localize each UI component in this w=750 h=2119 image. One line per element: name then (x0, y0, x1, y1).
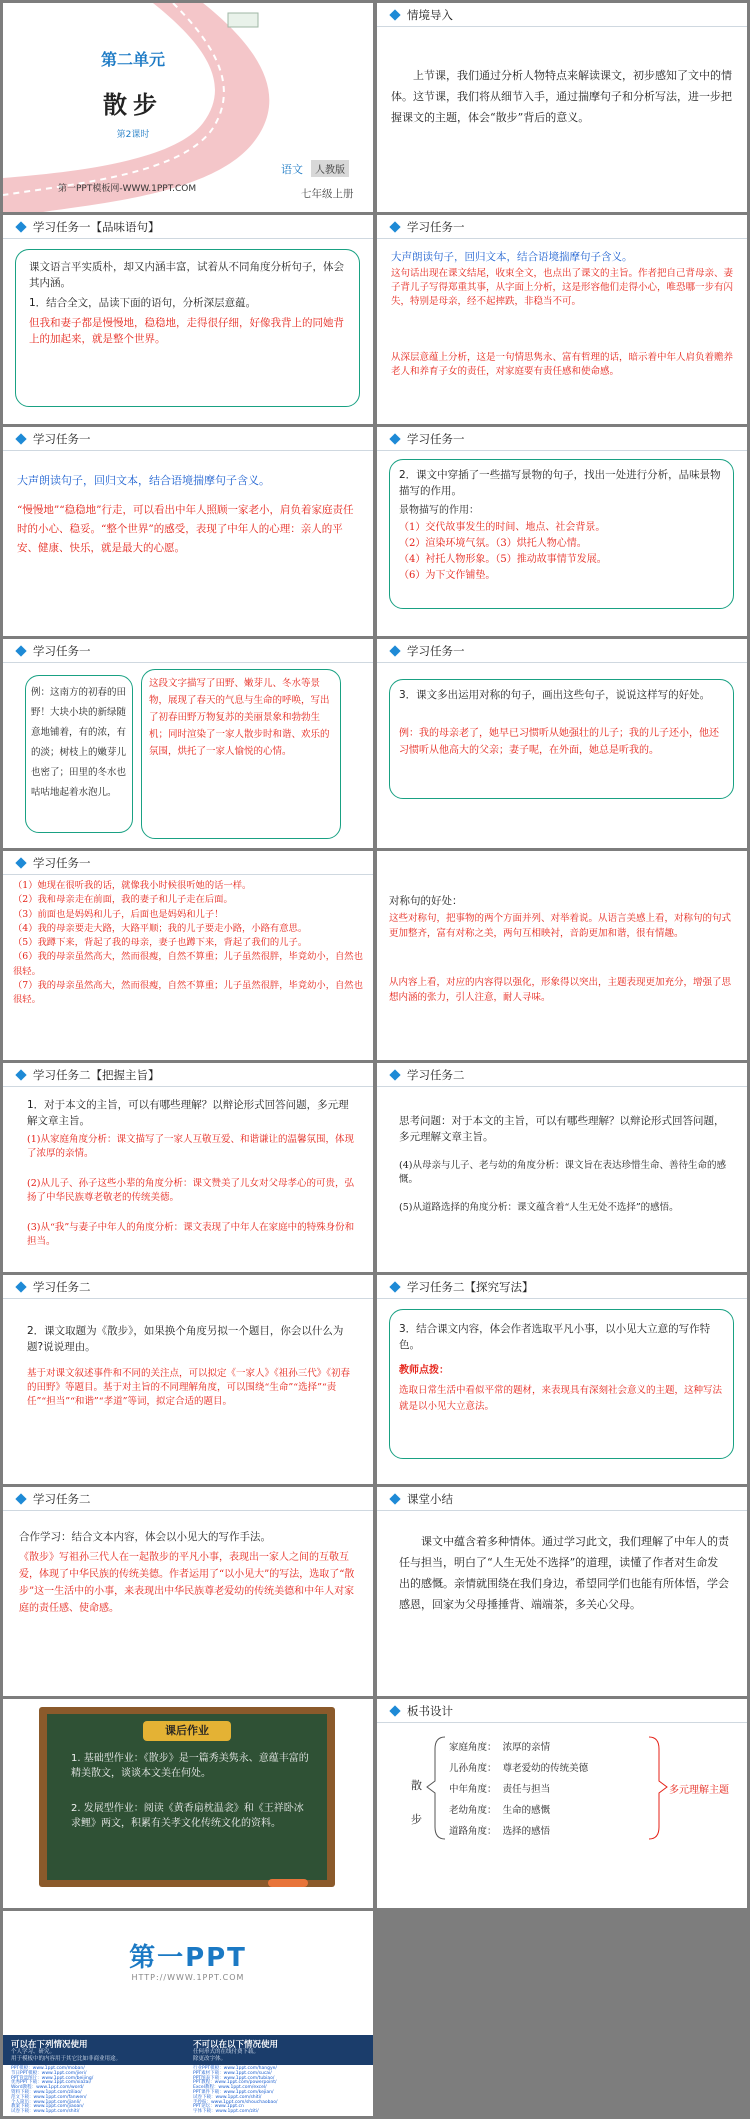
slide-task1-a (3, 215, 373, 424)
slide-task1-g (3, 851, 373, 1060)
slide-task2-b (377, 1063, 747, 1272)
slide-head: 学习任务二【把握主旨】 (33, 1068, 160, 1082)
slide-task2-c (3, 1275, 373, 1484)
diamond-icon (15, 433, 26, 444)
slide-head: 学习任务一 (33, 856, 91, 870)
row-angle: 儿孙角度： (449, 1763, 497, 1774)
logo-url: HTTP://WWW.1PPT.COM (131, 1973, 245, 1982)
period-label: 第2课时 (116, 130, 150, 140)
link[interactable]: 教案下载：www.1ppt.com/jiaoan/ (11, 2104, 84, 2110)
row-angle: 道路角度： (449, 1826, 497, 1837)
link[interactable]: 个人简历：www.1ppt.com/jianli/ (11, 2099, 81, 2105)
row-angle: 中年角度： (449, 1784, 497, 1795)
chalk-icon (268, 1879, 308, 1887)
link[interactable]: PPT背景图片：www.1ppt.com/beijing/ (11, 2075, 94, 2081)
diamond-icon (389, 1493, 400, 1504)
grade-label: 七年级上册 (301, 188, 354, 200)
link[interactable]: 优秀PPT下载：www.1ppt.com/xiazai/ (11, 2080, 92, 2086)
benefit-content: 从内容上看，对应的内容得以强化，形象得以突出，主题表现更加充分，增强了思想内涵的张力，引人注意，耐人寻味。 (389, 977, 732, 1003)
diamond-icon (389, 645, 400, 656)
question: 2．课文中穿插了一些描写景物的句子，找出一处进行分析，品味景物描写的作用。 (399, 469, 721, 497)
slide-task1-f (377, 639, 747, 848)
slide-head: 学习任务二 (33, 1492, 91, 1506)
slide-head: 板书设计 (407, 1704, 453, 1718)
question: 3．结合课文内容，体会作者选取平凡小事，以小见大立意的写作特色。 (399, 1323, 711, 1351)
slide-head: 学习任务一 (407, 220, 465, 234)
link[interactable]: PPT模板：www.1ppt.com/moban/ (11, 2066, 85, 2071)
slide-head: 学习任务二【探究写法】 (407, 1280, 534, 1294)
slide-head: 学习任务一 (33, 432, 91, 446)
note: 个人学习、研究。 (11, 2049, 56, 2055)
sentence-item: （6）我的母亲虽然高大，然而很瘦，自然不算重；儿子虽然很胖，毕竟幼小，自然也很轻。 (13, 951, 363, 977)
diamond-icon (389, 221, 400, 232)
diamond-icon (15, 645, 26, 656)
slide-head: 学习任务一 (407, 644, 465, 658)
links-left (11, 2067, 186, 2115)
slide-summary (377, 1487, 747, 1696)
diamond-icon (389, 1069, 400, 1080)
slide-head: 学习任务二 (407, 1068, 465, 1082)
effect-item: （4）衬托人物形象。（5）推动故事情节发展。 (399, 554, 607, 565)
slide-homework (3, 1699, 373, 1908)
benefit-title: 对称句的好处： (389, 895, 463, 907)
intro-paragraph: 课文语言平实质朴，却又内涵丰富，试着从不同角度分析句子，体会其内涵。 (29, 261, 344, 289)
note: 除更改字体。 (193, 2056, 227, 2062)
lesson-title: 散步 (103, 90, 163, 119)
question: 1．结合全文，品读下面的语句，分析深层意蕴。 (29, 297, 257, 309)
link[interactable]: 试卷下载：www.1ppt.com/shiti/ (193, 2094, 262, 2100)
summary-text: 课文中蕴含着多种情体。通过学习此文，我们理解了中年人的责任与担当，明白了“人生无处不选择”的道理，读懂了作者对生命发出的感慨。亲情就围绕在我们身边，希望同学们也能有所体悟，学会感恩，回家为父母捶捶背、端端茶，多关心父母。 (399, 1535, 729, 1611)
board-row (449, 1821, 588, 1842)
link[interactable]: PPT教程：www.1ppt.com/powerpoint/ (193, 2080, 277, 2086)
slide-head: 情境导入 (407, 8, 453, 22)
effect-list (399, 520, 733, 584)
diamond-icon (389, 433, 400, 444)
question: 2．课文取题为《散步》，如果换个角度另拟一个题目，你会以什么为题?说说理由。 (27, 1325, 344, 1353)
link[interactable]: PPT课件下载：www.1ppt.com/kejian/ (193, 2089, 274, 2095)
answer-4: (4)从母亲与儿子、老与幼的角度分析：课文旨在表达珍惜生命、善待生命的感慨。 (399, 1160, 726, 1185)
link[interactable]: 行业PPT模板：www.1ppt.com/hangye/ (193, 2066, 277, 2071)
answer-1: (1)从家庭角度分析：课文描写了一家人互敬互爱、和谐谦让的温馨氛围，体现了浓厚的亲情。 (27, 1134, 354, 1159)
sentence-item: （4）我的母亲要走大路，大路平顺；我的儿子要走小路，小路有意思。 (13, 922, 308, 934)
question: 合作学习：结合文本内容，体会以小见大的写作手法。 (19, 1531, 271, 1543)
effect-item: （6）为下文作铺垫。 (399, 570, 496, 581)
slide-task1-b (377, 215, 747, 424)
answer-2: (2)从儿子、孙子这些小辈的角度分析：课文赞美了儿女对父母孝心的可贵，弘扬了中华民族尊老敬老的传统美德。 (27, 1178, 354, 1203)
link[interactable]: 范文下载：www.1ppt.com/fanwen/ (11, 2094, 87, 2100)
diamond-icon (15, 1493, 26, 1504)
sentence-list (13, 879, 363, 1008)
diamond-icon (15, 857, 26, 868)
row-angle: 家庭角度： (449, 1742, 497, 1753)
row-theme: 生命的感慨 (502, 1805, 551, 1816)
effect-title: 景物描写的作用： (399, 505, 479, 516)
allowed-title: 可以在下列情况使用 (11, 2040, 88, 2050)
board-row (449, 1779, 588, 1800)
unit-label: 第二单元 (100, 50, 165, 69)
slide-task2-a (3, 1063, 373, 1272)
slide-head: 学习任务二 (33, 1280, 91, 1294)
row-theme: 责任与担当 (502, 1784, 551, 1795)
intro-text: 上节课，我们通过分析人物特点来解读课文，初步感知了文中的情体。这节课，我们将从细节入手，通过揣摩句子和分析写法，进一步把握课文的主题，体会“散步”背后的意义。 (391, 69, 732, 124)
row-angle: 老幼角度： (449, 1805, 497, 1816)
slide-task2-d (377, 1275, 747, 1484)
diamond-icon (15, 1069, 26, 1080)
slide-task1-e (3, 639, 373, 848)
allowed-notes (11, 2049, 121, 2063)
answer: 《散步》写祖孙三代人在一起散步的平凡小事，表现出一家人之间的互敬互爱，体现了中华民族的传统美德。作者运用了“以小见大”的写法，选取了“散步”这一生活中的小事，来表现出中华民族尊老爱幼的传统美德和中年人对家庭的责任感、使命感。 (19, 1552, 355, 1614)
example-text: 例：这南方的初春的田野！大块小块的新绿随意地铺着，有的浓，有的淡；树枝上的嫩芽儿也密了；田里的冬水也咕咕地起着水泡儿。 (31, 687, 127, 798)
sentence-item: （5）我蹲下来，背起了我的母亲，妻子也蹲下来，背起了我们的儿子。 (13, 937, 308, 949)
analysis-1: 这句话出现在课文结尾，收束全文，也点出了课文的主旨。作者把自己背母亲、妻子背儿子写得郑重其事，从字面上分析，这是形容他们走得小心，唯恐哪一步有闪失，特别是母亲，经不起摔跌，非稳当不可。 (391, 268, 734, 307)
slide-ending (3, 1911, 373, 2116)
forbidden-title: 不可以在以下情况使用 (193, 2040, 279, 2050)
link[interactable]: 手抄报：www.1ppt.com/shouchaobao/ (193, 2099, 278, 2105)
slide-task2-e (3, 1487, 373, 1696)
row-theme: 浓厚的亲情 (502, 1742, 551, 1753)
question: 思考问题：对于本文的主旨，可以有哪些理解？以辩论形式回答问题，多元理解文章主旨。 (399, 1115, 725, 1143)
slide-intro (377, 3, 747, 212)
row-theme: 尊老爱幼的传统美德 (502, 1763, 589, 1774)
board-row (449, 1800, 588, 1821)
link[interactable]: PPT论坛：www.1ppt.cn (193, 2104, 244, 2110)
sentence-item: （1）她现在很听我的话，就像我小时候很听她的话一样。 (13, 880, 252, 891)
note: 任何形式的在线付费下载。 (193, 2049, 260, 2055)
tip-text: 选取日常生活中看似平常的题材，来表现具有深刻社会意义的主题，这种写法就是以小见大立意法。 (399, 1385, 723, 1412)
slide-symmetry-benefits (377, 851, 747, 1060)
answer: 基于对课文叙述事件和不同的关注点，可以拟定《一家人》《祖孙三代》《初春的田野》等题目。基于对主旨的不同理解角度，可以围绕“生命”“选择”“责任”“担当”“和谐”“孝道”等词，拟定合适的题目。 (27, 1368, 351, 1407)
board-row (449, 1737, 588, 1758)
instruction: 大声朗读句子，回归文本，结合语境揣摩句子含义。 (17, 474, 270, 487)
diamond-icon (389, 1281, 400, 1292)
subject-label: 语文 (281, 163, 303, 176)
link[interactable]: PPT图表下载：www.1ppt.com/tubiao/ (193, 2075, 275, 2081)
link[interactable]: Excel教程：www.1ppt.com/excel/ (193, 2085, 267, 2091)
homework-item-2: 2. 发展型作业：阅读《黄香扇枕温衾》和《王祥卧冰求鲤》两文，积累有关孝文化传统文化的资料。 (71, 1803, 304, 1829)
answer-3: (3)从“我”与妻子中年人的角度分析：课文表现了中年人在家庭中的特殊身份和担当。 (27, 1222, 355, 1247)
analysis-2: 从深层意蕴上分析，这是一句情思隽永、富有哲理的话，暗示着中年人肩负着赡养老人和养育子女的责任，对家庭要有责任感和使命感。 (391, 352, 734, 377)
link[interactable]: PPT素材下载：www.1ppt.com/sucai/ (193, 2070, 272, 2076)
link[interactable]: Word教程：www.1ppt.com/word/ (11, 2085, 84, 2091)
link[interactable]: 节日PPT模板：www.1ppt.com/jieri/ (11, 2070, 87, 2076)
answer-5: (5)从道路选择的角度分析：课文蕴含着“人生无处不选择”的感悟。 (399, 1202, 679, 1213)
diamond-icon (15, 221, 26, 232)
edition-badge: 人教版 (311, 160, 349, 177)
links-right (193, 2067, 368, 2115)
slide-head: 学习任务一【品味语句】 (33, 220, 160, 234)
logo: 第一PPT (129, 1943, 247, 1973)
diamond-icon (389, 9, 400, 20)
slide-head: 课堂小结 (407, 1492, 453, 1506)
note: 用于模板中的内容用于其它比如非商业用途。 (11, 2056, 122, 2062)
sentence-item: （2）我和母亲走在前面，我的妻子和儿子走在后面。 (13, 894, 233, 906)
question: 3．课文多出运用对称的句子，画出这些句子，说说这样写的好处。 (399, 689, 711, 701)
slide-board-design (377, 1699, 747, 1908)
link[interactable]: 字体下载：www.1ppt.com/ziti/ (193, 2109, 259, 2115)
homework-item-1: 1. 基础型作业：《散步》是一篇秀美隽永、意蕴丰富的精美散文，谈谈本文美在何处。 (71, 1753, 309, 1779)
slide-head: 学习任务一 (407, 432, 465, 446)
slide-task1-d (377, 427, 747, 636)
homework-title: 课后作业 (143, 1721, 231, 1741)
tip-label: 教师点拨： (399, 1365, 449, 1376)
link[interactable]: 资料下载：www.1ppt.com/ziliao/ (11, 2089, 82, 2095)
board-side-label: 多元理解主题 (669, 1785, 729, 1796)
analysis-text: 这段文字描写了田野、嫩芽儿、冬水等景物，展现了春天的气息与生命的呼唤，写出了初春田野万物复苏的美丽景象和勃勃生机；同时渲染了一家人散步时和谐、欢乐的氛围，烘托了一家人愉悦的心情。 (149, 678, 330, 757)
link[interactable]: 试卷下载：www.1ppt.com/shiti/ (11, 2109, 80, 2115)
question: 1．对于本文的主旨，可以有哪些理解？以辩论形式回答问题，多元理解文章主旨。 (27, 1099, 349, 1127)
effect-item: （1）交代故事发生的时间、地点、社会背景。 (399, 522, 606, 533)
effect-item: （2）渲染环境气氛。（3）烘托人物心情。 (399, 538, 587, 549)
row-theme: 选择的感悟 (502, 1826, 551, 1837)
forbidden-notes (193, 2049, 259, 2063)
instruction: 大声朗读句子，回归文本，结合语境揣摩句子含义。 (391, 251, 633, 263)
analysis: “慢慢地”“稳稳地”行走，可以看出中年人照顾一家老小，肩负着家庭责任时的小心、稳妥。“整个世界”的感受，表现了中年人的心理：亲人的平安、健康、快乐，就是最大的心愿。 (17, 504, 354, 554)
quoted-sentence: 但我和妻子都是慢慢地，稳稳地，走得很仔细，好像我背上的同她背上的加起来，就是整个世界。 (29, 317, 344, 345)
diamond-icon (15, 1281, 26, 1292)
slide-title (3, 3, 373, 212)
benefit-form: 这些对称句，把事物的两个方面并列、对举着说。从语言美感上看，对称句的句式更加整齐，富有对称之美，两句互相映衬，音韵更加和谐，很有情趣。 (389, 913, 732, 939)
sentence-item: （3）前面也是妈妈和儿子，后面也是妈妈和儿子！ (13, 908, 224, 920)
board-row (449, 1758, 588, 1779)
board-root: 散步 (411, 1779, 422, 1826)
sentence-item: （7）我的母亲虽然高大，然而很瘦，自然不算重；儿子虽然很胖，毕竟幼小，自然也很轻。 (13, 980, 363, 1006)
slide-task1-c (3, 427, 373, 636)
slide-head: 学习任务一 (33, 644, 91, 658)
board-rows (449, 1737, 588, 1842)
site-label: 第一PPT模板网-WWW.1PPT.COM (58, 184, 197, 194)
example-sentence: 例：我的母亲老了，她早已习惯听从她强壮的儿子；我的儿子还小，他还习惯听从他高大的父亲；妻子呢，在外面，她总是听我的。 (399, 728, 719, 756)
